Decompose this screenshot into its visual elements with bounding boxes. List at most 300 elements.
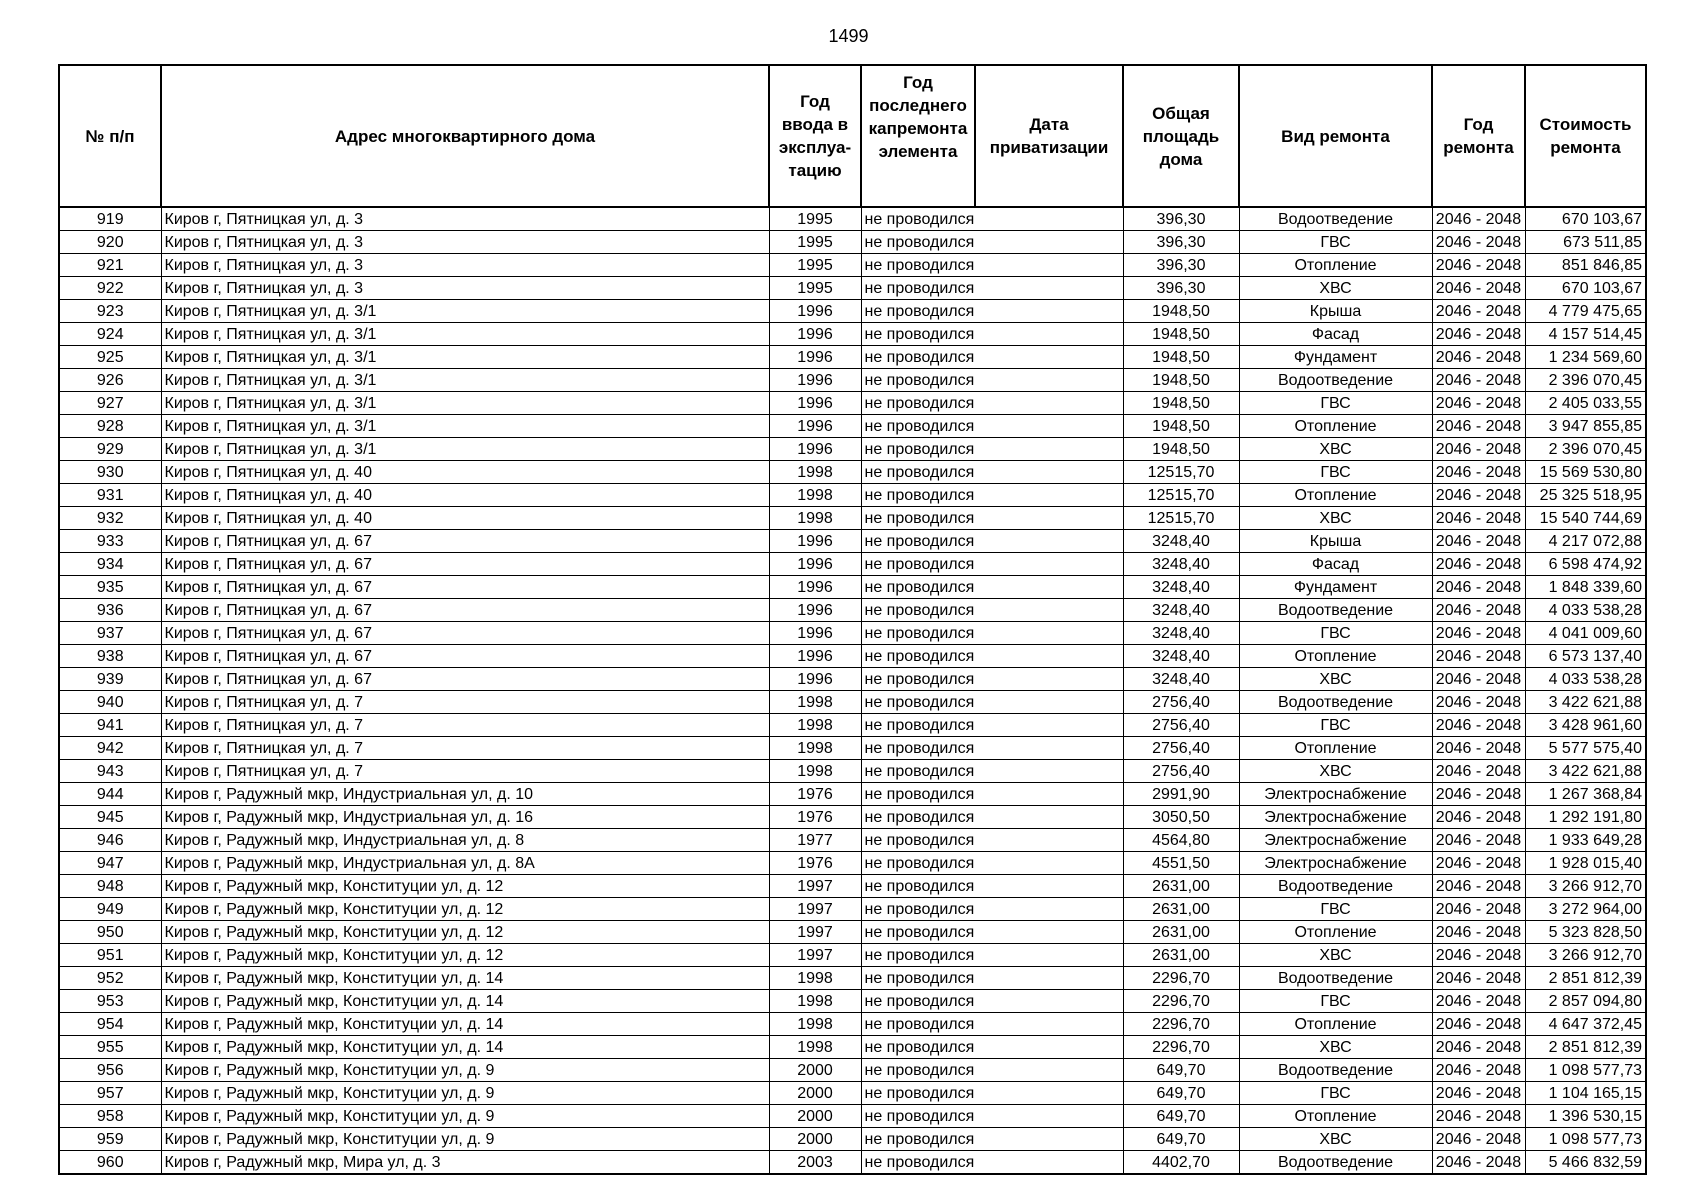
cell-repair-type: Отопление (1239, 484, 1432, 507)
cell-total-area: 1948,50 (1123, 438, 1239, 461)
cell-num: 931 (59, 484, 161, 507)
cell-commission-year: 1998 (769, 691, 861, 714)
cell-total-area: 2756,40 (1123, 737, 1239, 760)
cell-last-capital-repair: не проводился (861, 737, 975, 760)
cell-privatization-date (975, 576, 1123, 599)
cell-repair-type: ХВС (1239, 507, 1432, 530)
cell-privatization-date (975, 1128, 1123, 1151)
cell-total-area: 2296,70 (1123, 990, 1239, 1013)
table-row (59, 576, 1646, 599)
cell-commission-year: 2000 (769, 1105, 861, 1128)
cell-num: 941 (59, 714, 161, 737)
cell-repair-type: Водоотведение (1239, 691, 1432, 714)
cell-repair-year: 2046 - 2048 (1432, 415, 1525, 438)
table-row (59, 300, 1646, 323)
cell-repair-cost: 5 577 575,40 (1525, 737, 1646, 760)
cell-repair-type: Электроснабжение (1239, 783, 1432, 806)
cell-total-area: 649,70 (1123, 1059, 1239, 1082)
cell-repair-cost: 1 104 165,15 (1525, 1082, 1646, 1105)
table-row (59, 599, 1646, 622)
cell-address: Киров г, Пятницкая ул, д. 40 (161, 461, 769, 484)
cell-last-capital-repair: не проводился (861, 553, 975, 576)
cell-address: Киров г, Радужный мкр, Конституции ул, д. 12 (161, 944, 769, 967)
cell-repair-type: Электроснабжение (1239, 806, 1432, 829)
cell-commission-year: 2000 (769, 1059, 861, 1082)
cell-last-capital-repair: не проводился (861, 461, 975, 484)
cell-commission-year: 1996 (769, 668, 861, 691)
cell-total-area: 4551,50 (1123, 852, 1239, 875)
cell-repair-year: 2046 - 2048 (1432, 760, 1525, 783)
cell-repair-year: 2046 - 2048 (1432, 553, 1525, 576)
cell-num: 929 (59, 438, 161, 461)
cell-repair-type: Отопление (1239, 921, 1432, 944)
cell-repair-year: 2046 - 2048 (1432, 530, 1525, 553)
cell-privatization-date (975, 875, 1123, 898)
table-row (59, 622, 1646, 645)
table-row (59, 323, 1646, 346)
cell-repair-year: 2046 - 2048 (1432, 852, 1525, 875)
table-row (59, 1036, 1646, 1059)
header-last-capital-repair: Год последнего капремонта элемента (861, 65, 975, 207)
cell-commission-year: 1996 (769, 576, 861, 599)
cell-privatization-date (975, 438, 1123, 461)
cell-repair-cost: 3 266 912,70 (1525, 944, 1646, 967)
cell-commission-year: 1998 (769, 967, 861, 990)
cell-repair-type: Водоотведение (1239, 207, 1432, 231)
cell-repair-cost: 3 947 855,85 (1525, 415, 1646, 438)
cell-repair-type: Отопление (1239, 254, 1432, 277)
cell-repair-type: Отопление (1239, 1105, 1432, 1128)
header-repair-year: Год ремонта (1432, 65, 1525, 207)
table-row (59, 438, 1646, 461)
cell-commission-year: 1998 (769, 990, 861, 1013)
cell-address: Киров г, Радужный мкр, Конституции ул, д. 14 (161, 990, 769, 1013)
cell-commission-year: 1997 (769, 898, 861, 921)
cell-total-area: 396,30 (1123, 254, 1239, 277)
cell-repair-year: 2046 - 2048 (1432, 668, 1525, 691)
cell-repair-cost: 4 033 538,28 (1525, 599, 1646, 622)
cell-repair-cost: 3 428 961,60 (1525, 714, 1646, 737)
cell-last-capital-repair: не проводился (861, 783, 975, 806)
cell-repair-year: 2046 - 2048 (1432, 392, 1525, 415)
cell-num: 924 (59, 323, 161, 346)
cell-privatization-date (975, 415, 1123, 438)
cell-total-area: 4402,70 (1123, 1151, 1239, 1175)
cell-privatization-date (975, 277, 1123, 300)
cell-commission-year: 1996 (769, 622, 861, 645)
cell-privatization-date (975, 300, 1123, 323)
cell-num: 952 (59, 967, 161, 990)
cell-repair-cost: 15 569 530,80 (1525, 461, 1646, 484)
cell-commission-year: 1995 (769, 231, 861, 254)
cell-commission-year: 1998 (769, 1036, 861, 1059)
cell-num: 946 (59, 829, 161, 852)
cell-repair-year: 2046 - 2048 (1432, 967, 1525, 990)
cell-repair-type: ГВС (1239, 622, 1432, 645)
cell-address: Киров г, Пятницкая ул, д. 67 (161, 553, 769, 576)
cell-total-area: 2756,40 (1123, 714, 1239, 737)
cell-last-capital-repair: не проводился (861, 622, 975, 645)
cell-last-capital-repair: не проводился (861, 323, 975, 346)
cell-commission-year: 1996 (769, 530, 861, 553)
cell-repair-cost: 1 234 569,60 (1525, 346, 1646, 369)
cell-commission-year: 1997 (769, 875, 861, 898)
cell-repair-cost: 1 098 577,73 (1525, 1059, 1646, 1082)
cell-num: 926 (59, 369, 161, 392)
cell-repair-type: Фасад (1239, 323, 1432, 346)
cell-repair-year: 2046 - 2048 (1432, 484, 1525, 507)
table-row (59, 806, 1646, 829)
cell-privatization-date (975, 231, 1123, 254)
cell-commission-year: 1995 (769, 207, 861, 231)
cell-total-area: 2631,00 (1123, 944, 1239, 967)
cell-num: 939 (59, 668, 161, 691)
cell-repair-type: ГВС (1239, 1082, 1432, 1105)
cell-last-capital-repair: не проводился (861, 1128, 975, 1151)
cell-num: 922 (59, 277, 161, 300)
cell-repair-cost: 4 157 514,45 (1525, 323, 1646, 346)
cell-address: Киров г, Пятницкая ул, д. 7 (161, 691, 769, 714)
cell-total-area: 12515,70 (1123, 484, 1239, 507)
cell-repair-type: ХВС (1239, 438, 1432, 461)
cell-last-capital-repair: не проводился (861, 806, 975, 829)
cell-address: Киров г, Пятницкая ул, д. 7 (161, 760, 769, 783)
cell-num: 932 (59, 507, 161, 530)
table-header (59, 65, 1646, 207)
cell-address: Киров г, Радужный мкр, Индустриальная ул, д. 16 (161, 806, 769, 829)
table-body (59, 207, 1646, 1174)
cell-repair-year: 2046 - 2048 (1432, 507, 1525, 530)
cell-last-capital-repair: не проводился (861, 1082, 975, 1105)
cell-address: Киров г, Пятницкая ул, д. 67 (161, 668, 769, 691)
cell-total-area: 3248,40 (1123, 645, 1239, 668)
cell-repair-cost: 673 511,85 (1525, 231, 1646, 254)
table-row (59, 852, 1646, 875)
cell-total-area: 2991,90 (1123, 783, 1239, 806)
cell-last-capital-repair: не проводился (861, 599, 975, 622)
cell-privatization-date (975, 1036, 1123, 1059)
table-row (59, 507, 1646, 530)
cell-address: Киров г, Пятницкая ул, д. 67 (161, 599, 769, 622)
cell-total-area: 1948,50 (1123, 369, 1239, 392)
cell-repair-year: 2046 - 2048 (1432, 438, 1525, 461)
cell-last-capital-repair: не проводился (861, 829, 975, 852)
cell-repair-cost: 1 933 649,28 (1525, 829, 1646, 852)
cell-commission-year: 1996 (769, 599, 861, 622)
cell-repair-cost: 6 598 474,92 (1525, 553, 1646, 576)
cell-privatization-date (975, 1013, 1123, 1036)
cell-repair-type: ХВС (1239, 668, 1432, 691)
cell-last-capital-repair: не проводился (861, 415, 975, 438)
cell-commission-year: 1998 (769, 714, 861, 737)
cell-address: Киров г, Пятницкая ул, д. 7 (161, 737, 769, 760)
cell-last-capital-repair: не проводился (861, 254, 975, 277)
cell-last-capital-repair: не проводился (861, 875, 975, 898)
cell-repair-year: 2046 - 2048 (1432, 231, 1525, 254)
cell-commission-year: 1976 (769, 806, 861, 829)
cell-last-capital-repair: не проводился (861, 484, 975, 507)
cell-address: Киров г, Пятницкая ул, д. 3 (161, 277, 769, 300)
table-row (59, 898, 1646, 921)
header-address: Адрес многоквартирного дома (161, 65, 769, 207)
cell-num: 919 (59, 207, 161, 231)
cell-privatization-date (975, 806, 1123, 829)
cell-address: Киров г, Пятницкая ул, д. 7 (161, 714, 769, 737)
cell-privatization-date (975, 967, 1123, 990)
cell-num: 954 (59, 1013, 161, 1036)
cell-repair-type: Фундамент (1239, 576, 1432, 599)
cell-address: Киров г, Пятницкая ул, д. 67 (161, 576, 769, 599)
cell-last-capital-repair: не проводился (861, 369, 975, 392)
cell-repair-year: 2046 - 2048 (1432, 921, 1525, 944)
cell-repair-type: ХВС (1239, 1036, 1432, 1059)
cell-address: Киров г, Радужный мкр, Конституции ул, д. 9 (161, 1059, 769, 1082)
cell-repair-year: 2046 - 2048 (1432, 576, 1525, 599)
cell-address: Киров г, Пятницкая ул, д. 3 (161, 254, 769, 277)
cell-commission-year: 1995 (769, 277, 861, 300)
cell-repair-cost: 5 323 828,50 (1525, 921, 1646, 944)
cell-commission-year: 1997 (769, 944, 861, 967)
cell-num: 928 (59, 415, 161, 438)
cell-commission-year: 1996 (769, 369, 861, 392)
cell-repair-year: 2046 - 2048 (1432, 714, 1525, 737)
cell-privatization-date (975, 944, 1123, 967)
cell-last-capital-repair: не проводился (861, 1059, 975, 1082)
cell-repair-cost: 851 846,85 (1525, 254, 1646, 277)
cell-repair-cost: 1 928 015,40 (1525, 852, 1646, 875)
cell-last-capital-repair: не проводился (861, 392, 975, 415)
table-row (59, 1105, 1646, 1128)
cell-num: 958 (59, 1105, 161, 1128)
cell-repair-cost: 2 857 094,80 (1525, 990, 1646, 1013)
cell-repair-type: ХВС (1239, 944, 1432, 967)
cell-num: 937 (59, 622, 161, 645)
cell-num: 944 (59, 783, 161, 806)
cell-privatization-date (975, 714, 1123, 737)
cell-repair-year: 2046 - 2048 (1432, 875, 1525, 898)
cell-repair-year: 2046 - 2048 (1432, 944, 1525, 967)
cell-num: 935 (59, 576, 161, 599)
table-row (59, 1151, 1646, 1175)
cell-total-area: 649,70 (1123, 1105, 1239, 1128)
cell-repair-cost: 1 848 339,60 (1525, 576, 1646, 599)
cell-repair-year: 2046 - 2048 (1432, 1105, 1525, 1128)
cell-repair-year: 2046 - 2048 (1432, 691, 1525, 714)
cell-num: 936 (59, 599, 161, 622)
cell-commission-year: 1996 (769, 300, 861, 323)
cell-repair-type: Электроснабжение (1239, 852, 1432, 875)
cell-address: Киров г, Пятницкая ул, д. 67 (161, 645, 769, 668)
cell-total-area: 3248,40 (1123, 553, 1239, 576)
cell-privatization-date (975, 783, 1123, 806)
table-row (59, 254, 1646, 277)
table-row (59, 714, 1646, 737)
cell-last-capital-repair: не проводился (861, 944, 975, 967)
cell-total-area: 12515,70 (1123, 461, 1239, 484)
cell-num: 923 (59, 300, 161, 323)
cell-privatization-date (975, 369, 1123, 392)
cell-total-area: 396,30 (1123, 231, 1239, 254)
cell-repair-type: ГВС (1239, 231, 1432, 254)
cell-repair-year: 2046 - 2048 (1432, 346, 1525, 369)
cell-privatization-date (975, 852, 1123, 875)
cell-total-area: 2756,40 (1123, 760, 1239, 783)
cell-privatization-date (975, 323, 1123, 346)
cell-repair-type: Водоотведение (1239, 875, 1432, 898)
table-row (59, 737, 1646, 760)
cell-address: Киров г, Пятницкая ул, д. 3/1 (161, 438, 769, 461)
cell-privatization-date (975, 553, 1123, 576)
cell-address: Киров г, Радужный мкр, Конституции ул, д. 14 (161, 1036, 769, 1059)
cell-last-capital-repair: не проводился (861, 852, 975, 875)
cell-repair-cost: 4 041 009,60 (1525, 622, 1646, 645)
cell-address: Киров г, Радужный мкр, Мира ул, д. 3 (161, 1151, 769, 1175)
cell-total-area: 2296,70 (1123, 1013, 1239, 1036)
cell-num: 920 (59, 231, 161, 254)
header-total-area: Общая площадь дома (1123, 65, 1239, 207)
cell-commission-year: 1977 (769, 829, 861, 852)
cell-num: 956 (59, 1059, 161, 1082)
cell-repair-year: 2046 - 2048 (1432, 645, 1525, 668)
table-row (59, 691, 1646, 714)
cell-last-capital-repair: не проводился (861, 346, 975, 369)
cell-total-area: 2296,70 (1123, 967, 1239, 990)
cell-address: Киров г, Пятницкая ул, д. 3/1 (161, 392, 769, 415)
cell-num: 959 (59, 1128, 161, 1151)
cell-num: 940 (59, 691, 161, 714)
cell-address: Киров г, Радужный мкр, Конституции ул, д. 12 (161, 921, 769, 944)
table-row (59, 369, 1646, 392)
cell-privatization-date (975, 760, 1123, 783)
cell-last-capital-repair: не проводился (861, 438, 975, 461)
cell-repair-cost: 2 396 070,45 (1525, 369, 1646, 392)
cell-repair-cost: 2 851 812,39 (1525, 967, 1646, 990)
cell-privatization-date (975, 1151, 1123, 1175)
cell-num: 948 (59, 875, 161, 898)
cell-commission-year: 1996 (769, 415, 861, 438)
cell-total-area: 396,30 (1123, 207, 1239, 231)
cell-address: Киров г, Радужный мкр, Конституции ул, д. 9 (161, 1082, 769, 1105)
table-row (59, 392, 1646, 415)
cell-commission-year: 1976 (769, 783, 861, 806)
cell-num: 960 (59, 1151, 161, 1175)
cell-repair-year: 2046 - 2048 (1432, 1059, 1525, 1082)
cell-privatization-date (975, 392, 1123, 415)
cell-last-capital-repair: не проводился (861, 760, 975, 783)
cell-privatization-date (975, 898, 1123, 921)
cell-repair-cost: 2 851 812,39 (1525, 1036, 1646, 1059)
cell-repair-type: ГВС (1239, 898, 1432, 921)
table-row (59, 484, 1646, 507)
table-row (59, 921, 1646, 944)
cell-commission-year: 1976 (769, 852, 861, 875)
cell-repair-type: Крыша (1239, 530, 1432, 553)
cell-repair-type: Электроснабжение (1239, 829, 1432, 852)
cell-repair-type: Водоотведение (1239, 1151, 1432, 1175)
cell-repair-type: Водоотведение (1239, 369, 1432, 392)
cell-privatization-date (975, 691, 1123, 714)
cell-repair-cost: 670 103,67 (1525, 277, 1646, 300)
cell-repair-type: ГВС (1239, 392, 1432, 415)
cell-privatization-date (975, 530, 1123, 553)
cell-repair-year: 2046 - 2048 (1432, 461, 1525, 484)
cell-commission-year: 1998 (769, 507, 861, 530)
cell-num: 930 (59, 461, 161, 484)
cell-privatization-date (975, 1082, 1123, 1105)
cell-num: 953 (59, 990, 161, 1013)
cell-repair-year: 2046 - 2048 (1432, 806, 1525, 829)
cell-address: Киров г, Пятницкая ул, д. 3/1 (161, 369, 769, 392)
cell-repair-cost: 1 396 530,15 (1525, 1105, 1646, 1128)
cell-repair-cost: 670 103,67 (1525, 207, 1646, 231)
cell-privatization-date (975, 599, 1123, 622)
cell-last-capital-repair: не проводился (861, 300, 975, 323)
cell-num: 938 (59, 645, 161, 668)
cell-privatization-date (975, 1059, 1123, 1082)
table-row (59, 829, 1646, 852)
cell-repair-type: ХВС (1239, 760, 1432, 783)
cell-privatization-date (975, 254, 1123, 277)
cell-last-capital-repair: не проводился (861, 507, 975, 530)
cell-num: 950 (59, 921, 161, 944)
cell-num: 934 (59, 553, 161, 576)
cell-total-area: 2296,70 (1123, 1036, 1239, 1059)
cell-repair-year: 2046 - 2048 (1432, 277, 1525, 300)
cell-repair-cost: 5 466 832,59 (1525, 1151, 1646, 1175)
cell-repair-type: Водоотведение (1239, 967, 1432, 990)
cell-repair-cost: 1 098 577,73 (1525, 1128, 1646, 1151)
cell-commission-year: 1998 (769, 737, 861, 760)
cell-num: 921 (59, 254, 161, 277)
cell-num: 957 (59, 1082, 161, 1105)
cell-last-capital-repair: не проводился (861, 1036, 975, 1059)
cell-repair-year: 2046 - 2048 (1432, 1013, 1525, 1036)
cell-commission-year: 2000 (769, 1128, 861, 1151)
cell-commission-year: 1996 (769, 553, 861, 576)
cell-repair-cost: 2 405 033,55 (1525, 392, 1646, 415)
cell-repair-type: Водоотведение (1239, 1059, 1432, 1082)
cell-total-area: 2631,00 (1123, 898, 1239, 921)
cell-repair-cost: 4 779 475,65 (1525, 300, 1646, 323)
cell-repair-year: 2046 - 2048 (1432, 599, 1525, 622)
cell-commission-year: 1996 (769, 323, 861, 346)
cell-privatization-date (975, 921, 1123, 944)
table-row (59, 645, 1646, 668)
cell-privatization-date (975, 645, 1123, 668)
table-row (59, 415, 1646, 438)
cell-total-area: 12515,70 (1123, 507, 1239, 530)
cell-commission-year: 1996 (769, 346, 861, 369)
cell-last-capital-repair: не проводился (861, 921, 975, 944)
cell-address: Киров г, Радужный мкр, Конституции ул, д. 14 (161, 1013, 769, 1036)
cell-repair-cost: 3 272 964,00 (1525, 898, 1646, 921)
cell-repair-type: Отопление (1239, 1013, 1432, 1036)
cell-repair-year: 2046 - 2048 (1432, 622, 1525, 645)
cell-address: Киров г, Пятницкая ул, д. 67 (161, 622, 769, 645)
repair-table (58, 64, 1647, 1175)
cell-privatization-date (975, 990, 1123, 1013)
header-commission-year: Год ввода в эксплуа-тацию (769, 65, 861, 207)
cell-total-area: 649,70 (1123, 1082, 1239, 1105)
table-row (59, 553, 1646, 576)
cell-privatization-date (975, 1105, 1123, 1128)
cell-privatization-date (975, 737, 1123, 760)
page-number: 1499 (828, 26, 869, 46)
cell-address: Киров г, Радужный мкр, Конституции ул, д. 12 (161, 875, 769, 898)
header-privatization-date: Дата приватизации (975, 65, 1123, 207)
cell-num: 925 (59, 346, 161, 369)
cell-address: Киров г, Пятницкая ул, д. 67 (161, 530, 769, 553)
